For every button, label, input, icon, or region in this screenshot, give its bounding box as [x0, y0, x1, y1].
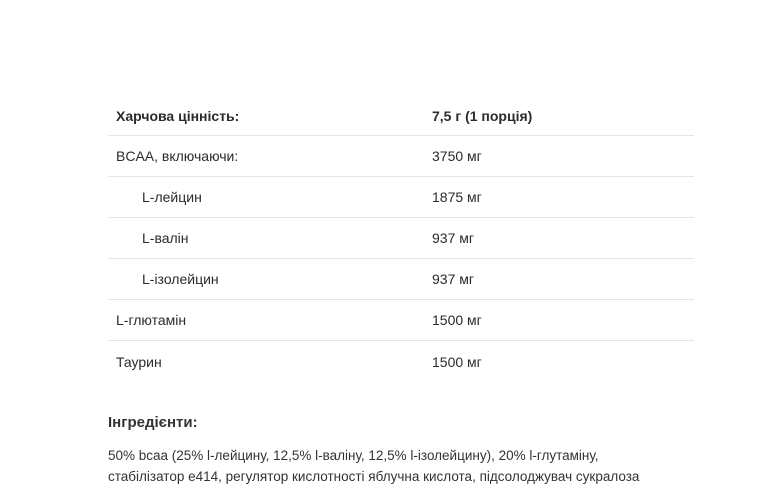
- nutrient-value: 1875 мг: [432, 189, 482, 205]
- nutrient-name: L-ізолейцин: [142, 271, 219, 287]
- table-row: [108, 218, 694, 259]
- nutrition-table: [108, 97, 694, 382]
- nutrient-value: 937 мг: [432, 230, 474, 246]
- table-header-row: [108, 97, 694, 136]
- table-row: [108, 300, 694, 341]
- nutrient-name: Таурин: [116, 353, 162, 370]
- table-row: [108, 177, 694, 218]
- ingredients-line-1: 50% bcaa (25% l-лейцину, 12,5% l-валіну, 12,5% l-ізолейцину), 20% l-глутаміну,: [108, 448, 599, 463]
- nutrient-value: 3750 мг: [432, 148, 482, 164]
- nutrient-value: 1500 мг: [432, 312, 482, 328]
- nutrient-name: BCAA, включаючи:: [116, 148, 239, 164]
- nutrient-value: 1500 мг: [432, 353, 482, 370]
- nutrient-value: 937 мг: [432, 271, 474, 287]
- ingredients-section: [108, 414, 708, 487]
- ingredients-line-2: стабілізатор e414, регулятор кислотності яблучна кислота, підсолоджувач сукралоза: [108, 469, 640, 484]
- table-row: [108, 259, 694, 300]
- table-row: [108, 136, 694, 177]
- table-row: [108, 341, 694, 382]
- nutrient-name: L-глютамін: [116, 312, 187, 328]
- ingredients-title: Інгредієнти:: [108, 414, 198, 431]
- nutrient-name: L-лейцин: [142, 189, 202, 205]
- ingredients-text: [108, 445, 708, 487]
- nutrient-name: L-валін: [142, 230, 189, 246]
- header-name-cell: Харчова цінність:: [116, 108, 240, 124]
- header-value-cell: 7,5 г (1 порція): [432, 108, 533, 124]
